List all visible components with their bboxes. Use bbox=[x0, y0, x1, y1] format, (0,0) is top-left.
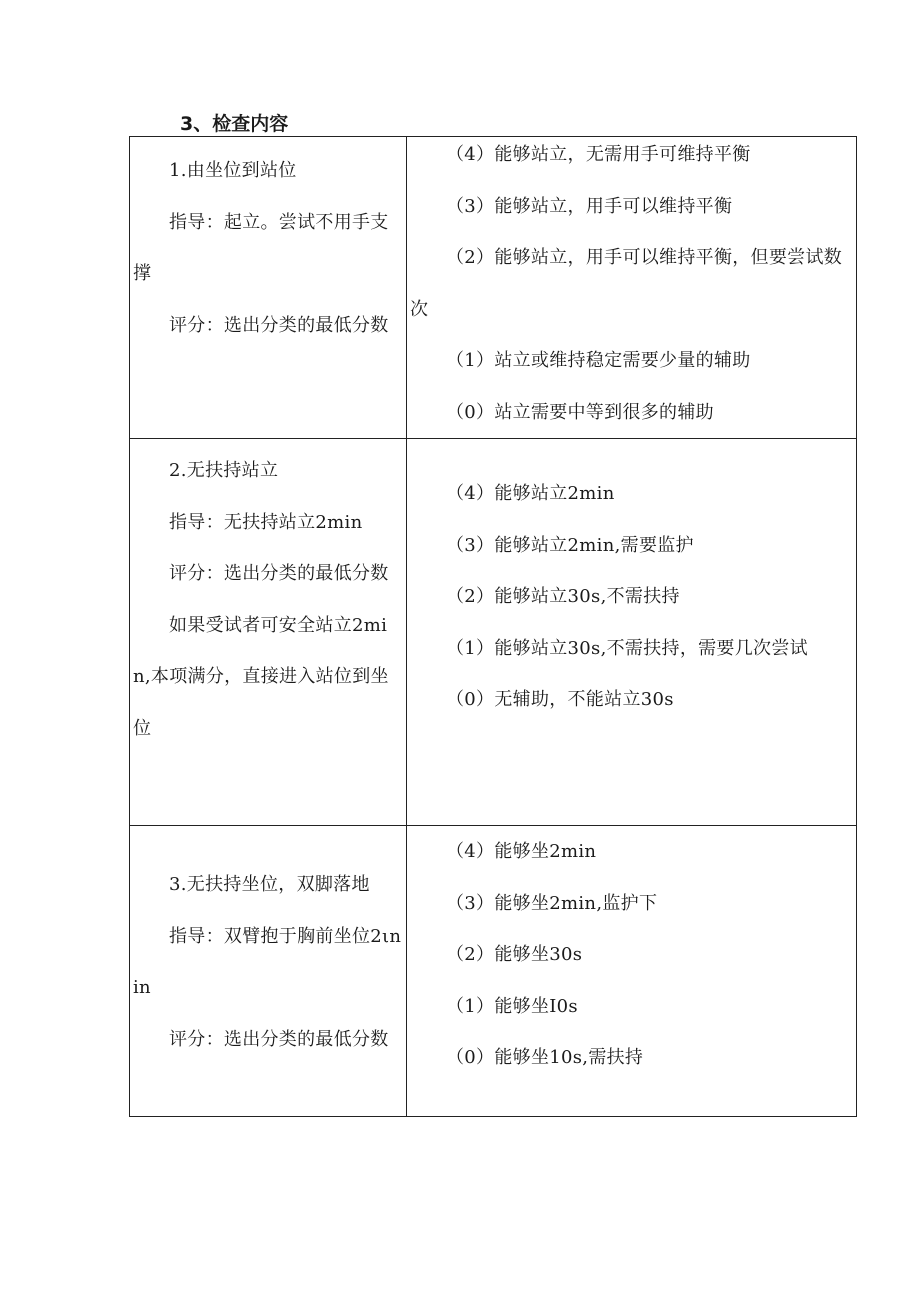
score-option: （4）能够站立，无需用手可维持平衡 bbox=[446, 144, 751, 165]
score-option: （3）能够站立，用手可以维持平衡 bbox=[446, 195, 733, 217]
table-row bbox=[130, 439, 857, 826]
score-option: （3）能够坐2min,监护下 bbox=[446, 892, 658, 914]
score-option: （4）能够坐2min bbox=[446, 841, 597, 862]
item-instruction: 指导：起立。尝试不用手支撑 bbox=[133, 211, 389, 284]
assessment-table bbox=[129, 136, 857, 1117]
score-option: （1）站立或维持稳定需要少量的辅助 bbox=[446, 350, 751, 371]
score-option: （1）能够坐I0s bbox=[446, 995, 578, 1017]
table-row bbox=[130, 826, 857, 1117]
item-title: 1.由坐位到站位 bbox=[169, 160, 297, 181]
item-instruction: 指导：双臂抱于胸前坐位2ιnin bbox=[133, 925, 402, 998]
score-option: （0）站立需要中等到很多的辅助 bbox=[446, 401, 714, 423]
item-description-cell bbox=[130, 826, 407, 1117]
score-option: （2）能够站立30s,不需扶持 bbox=[446, 586, 680, 607]
item-scoring: 评分：选出分类的最低分数 bbox=[169, 314, 389, 336]
score-option: （4）能够站立2min bbox=[446, 483, 615, 504]
score-option: （1）能够站立30s,不需扶持，需要几次尝试 bbox=[446, 637, 808, 659]
score-option: （2）能够坐30s bbox=[446, 944, 583, 965]
item-scoring: 评分：选出分类的最低分数 bbox=[169, 1028, 389, 1050]
score-option: （2）能够站立，用手可以维持平衡，但要尝试数次 bbox=[410, 247, 843, 320]
item-options-cell bbox=[407, 826, 857, 1117]
item-title: 3.无扶持坐位，双脚落地 bbox=[169, 874, 370, 895]
item-note: 如果受试者可安全站立2min,本项满分，直接进入站位到坐位 bbox=[133, 614, 389, 739]
score-option: （0）无辅助，不能站立30s bbox=[446, 689, 674, 710]
item-title: 2.无扶持站立 bbox=[169, 460, 279, 481]
score-option: （3）能够站立2min,需要监护 bbox=[446, 534, 694, 556]
section-heading: 3、检查内容 bbox=[180, 113, 289, 135]
item-scoring: 评分：选出分类的最低分数 bbox=[169, 563, 389, 584]
table-row bbox=[130, 137, 857, 439]
item-instruction: 指导：无扶持站立2min bbox=[169, 511, 363, 533]
score-option: （0）能够坐10s,需扶持 bbox=[446, 1047, 644, 1068]
item-options-cell bbox=[407, 439, 857, 826]
item-options-cell bbox=[407, 137, 857, 439]
item-description-cell bbox=[130, 439, 407, 826]
item-description-cell bbox=[130, 137, 407, 439]
